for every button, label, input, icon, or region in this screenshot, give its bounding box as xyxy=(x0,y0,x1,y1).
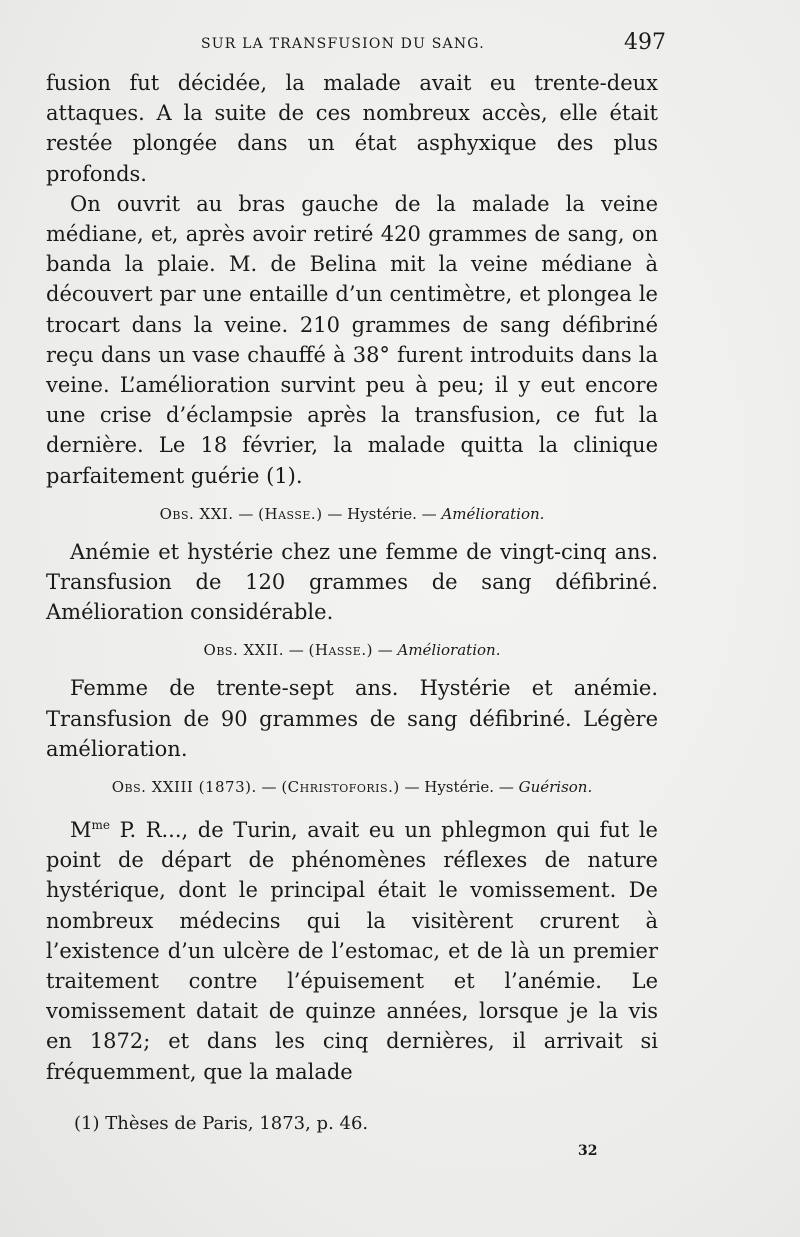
observation-heading-23 xyxy=(46,776,658,798)
paragraph-continued: fusion fut décidée, la malade avait eu trente-deux attaques. A la suite de ces nombreux accès, elle était restée plongée dans un état asphyxique des plus profonds. xyxy=(46,71,658,186)
signature-mark: 32 xyxy=(578,1143,598,1159)
paragraph-transfusion-text: On ouvrit au bras gauche de la malade la veine médiane, et, après avoir retiré 420 grammes de sang, on banda la plaie. M. de Belina mit la veine médiane à découvert par une entaille d’un centimètre, et plongea le trocart dans la veine. 210 grammes de sang défibriné reçu dans un vase chauffé à 38° furent introduits dans la veine. L’amélioration survint peu à peu; il y eut encore une crise d’éclampsie après la transfusion, ce fut la dernière. Le 18 février, la malade quitta la clinique parfaitement guérie xyxy=(46,191,658,488)
obs-22-text: Femme de trente-sept ans. Hystérie et anémie. Transfusion de 90 grammes de sang défibriné. Légère amélioration. xyxy=(46,676,658,761)
obs-22-dash-1: — xyxy=(288,641,304,660)
obs-22-dash-2: — xyxy=(377,641,393,660)
observation-heading-22 xyxy=(46,639,658,661)
obs-22-result: Amélioration. xyxy=(397,641,501,660)
obs-23-result: Guérison. xyxy=(518,778,593,797)
obs-21-text: Anémie et hystérie chez une femme de vingt-cinq ans. Transfusion de 120 grammes de sang défibriné. Amélioration considérable. xyxy=(46,539,658,625)
page-number: 497 xyxy=(624,30,666,55)
footnote-reference: (1). xyxy=(266,463,303,488)
obs-21-author: (Hasse.) xyxy=(258,504,323,523)
page-header xyxy=(46,30,666,58)
obs-21-dash-1: — xyxy=(238,504,254,523)
obs-23-dash-3: — xyxy=(498,778,514,797)
paragraph-transfusion xyxy=(46,189,658,491)
obs-21-number: Obs. XXI. xyxy=(159,504,234,523)
obs-23-dash-1: — xyxy=(261,778,277,797)
footnote xyxy=(74,1113,368,1134)
obs-23-number: Obs. XXIII (1873). xyxy=(111,778,257,797)
obs-21-result: Amélioration. xyxy=(441,504,545,523)
obs-23-title-prefix: M xyxy=(70,818,92,843)
running-title: SUR LA TRANSFUSION DU SANG. xyxy=(201,36,485,52)
footnote-marker: (1) xyxy=(74,1113,100,1134)
obs-23-body: P. R..., de Turin, avait eu un phlegmon qui fut le point de départ de phénomènes réflexes de nature hystérique, dont le principal était le vomissement. De nombreux médecins qui la visitèrent crurent à l’existence d’un ulcère de l’estomac, et de là un premier traitement contre l’épuisement et l’anémie. Le vomissement datait de quinze années, lorsque je la vis en 1872; et dans les cinq dernières, il arrivait si fréquemment, que la malade xyxy=(46,818,658,1084)
obs-22-number: Obs. XXII. xyxy=(203,641,284,660)
obs-23-dash-2: — xyxy=(404,778,420,797)
obs-23-subject: Hystérie. xyxy=(424,778,495,797)
footnote-text: Thèses de Paris, 1873, p. 46. xyxy=(105,1113,369,1134)
obs-22-author: (Hasse.) xyxy=(308,641,373,660)
observation-heading-21 xyxy=(46,503,658,525)
body-text xyxy=(46,68,658,1087)
obs-21-dash-2: — xyxy=(327,504,343,523)
obs-23-text xyxy=(46,810,658,1087)
obs-21-dash-3: — xyxy=(421,504,437,523)
obs-23-title-sup: me xyxy=(91,818,110,833)
obs-21-subject: Hystérie. xyxy=(347,504,417,523)
obs-23-author: (Christoforis.) xyxy=(281,778,400,797)
